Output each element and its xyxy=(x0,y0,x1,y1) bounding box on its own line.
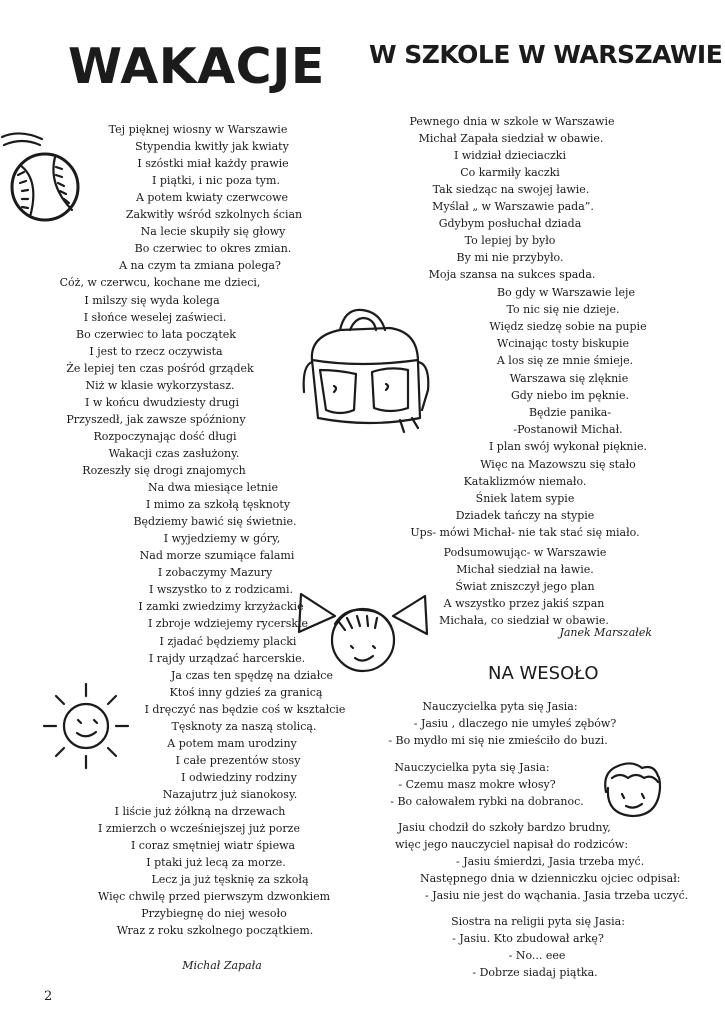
poem-line: Że lepiej ten czas pośród grządek xyxy=(66,361,254,375)
poem-line: Stypendia kwitły jak kwiaty xyxy=(135,140,289,154)
w-szkole-title: W SZKOLE W WARSZAWIE xyxy=(369,40,723,69)
poem-line: Wakacji czas zasłużony. xyxy=(108,446,240,460)
poem-line: Bo gdy w Warszawie leje xyxy=(497,286,635,299)
poem-line: Lecz ja już tęsknię za szkołą xyxy=(151,873,309,887)
poem-line: Dziadek tańczy na stypie xyxy=(455,509,595,523)
poem-line: Nad morze szumiące falami xyxy=(139,549,295,563)
sun-icon xyxy=(40,680,132,772)
poem-line: I słońce weselej zaświeci. xyxy=(83,310,227,324)
baseball-icon xyxy=(0,125,90,225)
poem-line: Rozpoczynając dość długi xyxy=(93,429,237,443)
poem-line: I piątki, i nic poza tym. xyxy=(152,174,280,188)
wakacje-author: Michał Zapała xyxy=(182,959,262,972)
poem-line: A na czym ta zmiana polega? xyxy=(119,259,281,273)
poem-line: Podsumowując- w Warszawie xyxy=(443,546,607,559)
joke-line: - Dobrze siadaj piątka. xyxy=(472,966,598,979)
poem-line: Niż w klasie wykorzystasz. xyxy=(85,378,235,392)
poem-line: Wcinając tosty biskupie xyxy=(496,337,630,351)
poem-line: I wyjedziemy w góry, xyxy=(163,532,281,546)
poem-line: I dręczyć nas będzie coś w kształcie xyxy=(144,702,346,716)
poem-line: I szóstki miał każdy prawie xyxy=(137,157,289,171)
poem-line: I mimo za szkołą tęsknoty xyxy=(145,498,291,512)
poem-line: Przybiegnę do niej wesoło xyxy=(141,907,287,921)
joke-line: - Jasiu. Kto zbudował arkę? xyxy=(452,932,604,945)
poem-line: Gdybym posłuchał dziada xyxy=(438,217,582,231)
backpack-icon xyxy=(300,300,435,440)
poem-line: Michał siedział na ławie. xyxy=(456,563,594,577)
poem-line: I liście już żółkną na drzewach xyxy=(114,805,286,818)
joke-line: Następnego dnia w dzienniczku ojciec odpisał: xyxy=(420,872,681,885)
poem-line: Bo czerwiec to okres zmian. xyxy=(134,242,292,256)
joke-line: - Bo całowałem rybki na dobranoc. xyxy=(390,795,584,808)
poem-line: Bo czerwiec to lata początek xyxy=(76,327,236,341)
joke-line: - Jasiu , dlaczego nie umyłeś zębów? xyxy=(413,717,617,730)
joke-line: - Czemu masz mokre włosy? xyxy=(398,778,556,791)
w-szkole-author: Janek Marszałek xyxy=(559,626,652,639)
poem-line: Co karmiły kaczki xyxy=(460,166,560,180)
poem-line: A los się ze mnie śmieje. xyxy=(496,354,634,368)
poem-line: Więc chwilę przed pierwszym dzwonkiem xyxy=(97,890,331,904)
poem-line: I zobaczymy Mazury xyxy=(157,566,273,580)
poem-line: I ptaki już lecą za morze. xyxy=(146,856,286,870)
poem-line: Będziemy bawić się świetnie. xyxy=(133,515,297,529)
poem-line: I wszystko to z rodzicami. xyxy=(149,583,293,597)
poem-line: I zbroje wdziejemy rycerskie xyxy=(147,617,309,631)
poem-line: Tej pięknej wiosny w Warszawie xyxy=(108,123,288,136)
poem-line: Cóż, w czerwcu, kochane me dzieci, xyxy=(59,276,261,290)
poem-line: Tak siedząc na swojej ławie. xyxy=(432,183,590,197)
poem-line: I zjadać będziemy placki xyxy=(159,634,297,648)
poem-line: Rozeszły się drogi znajomych xyxy=(82,464,246,477)
joke-line: Nauczycielka pyta się Jasia: xyxy=(422,700,578,713)
poem-line: Ups- mówi Michał- nie tak stać się miało. xyxy=(410,526,640,540)
poem-line: Przyszedł, jak zawsze spóźniony xyxy=(66,412,246,426)
poem-line: Gdy niebo im pęknie. xyxy=(510,389,630,403)
poem-line: Myślał „ w Warszawie pada”. xyxy=(432,200,594,213)
joke-line: - Jasiu śmierdzi, Jasia trzeba myć. xyxy=(456,855,645,868)
poem-line: Więdz siedzę sobie na pupie xyxy=(489,320,647,334)
poem-line: Ktoś inny gdzieś za granicą xyxy=(169,685,323,699)
joke-line: - No... eee xyxy=(508,949,566,962)
joke-line: - Jasiu nie jest do wąchania. Jasia trzeba uczyć. xyxy=(425,889,689,902)
poem-line: A potem kwiaty czerwcowe xyxy=(135,191,289,205)
poem-line: -Postanowił Michał. xyxy=(513,423,623,437)
poem-line: A potem mam urodziny xyxy=(167,736,297,750)
poem-line: Na lecie skupiły się głowy xyxy=(140,225,286,239)
poem-line: I całe prezentów stosy xyxy=(175,753,301,767)
poem-line: Michał Zapała siedział w obawie. xyxy=(418,132,604,146)
poem-line: To lepiej by było xyxy=(464,234,556,248)
poem-line: I odwiedziny rodziny xyxy=(181,770,297,784)
joke-line: więc jego nauczyciel napisał do rodziców: xyxy=(395,838,629,851)
poem-line: I jest to rzecz oczywista xyxy=(89,344,223,358)
poem-line: I zmierzch o wcześniejszej już porze xyxy=(98,822,300,836)
poem-line: Kataklizmów niemało. xyxy=(463,475,587,489)
poem-line: Ja czas ten spędzę na działce xyxy=(171,668,333,682)
page-number: 2 xyxy=(44,989,53,1004)
poem-line: Śniek latem sypie xyxy=(475,492,575,506)
poem-line: By mi nie przybyło. xyxy=(456,251,564,265)
poem-line: Zakwitły wśród szkolnych ścian xyxy=(125,208,303,222)
poem-line: Wraz z roku szkolnego początkiem. xyxy=(116,924,314,938)
poem-line: I zamki zwiedzimy krzyżackie xyxy=(138,600,304,614)
poem-line: I plan swój wykonał pięknie. xyxy=(488,440,648,454)
poem-line: Będzie panika- xyxy=(528,406,612,420)
joke-line: - Bo mydło mi się nie zmieściło do buzi. xyxy=(388,734,608,747)
poem-line: A wszystko przez jakiś szpan xyxy=(443,597,605,611)
wakacje-title: WAKACJE xyxy=(68,38,325,95)
joke-line: Nauczycielka pyta się Jasia: xyxy=(394,761,550,774)
poem-line: Moja szansa na sukces spada. xyxy=(428,268,596,282)
poem-line: Nazajutrz już sianokosy. xyxy=(162,787,298,801)
poem-line: To nic się nie dzieje. xyxy=(506,303,620,317)
poem-line: I w końcu dwudziesty drugi xyxy=(85,395,239,409)
boy-face-icon xyxy=(598,758,668,820)
poem-line: I rajdy urządzać harcerskie. xyxy=(148,651,306,665)
poem-line: Tęsknoty za naszą stolicą. xyxy=(171,719,317,733)
girl-face-icon xyxy=(295,588,435,678)
poem-line: Na dwa miesiące letnie xyxy=(147,481,279,495)
na-wesolo-title: NA WESOŁO xyxy=(488,663,599,684)
poem-line: Świat zniszczył jego plan xyxy=(455,580,595,594)
poem-line: Warszawa się zlęknie xyxy=(509,372,629,385)
poem-line: I milszy się wyda kolega xyxy=(84,293,220,307)
joke-line: Jasiu chodził do szkoły bardzo brudny, xyxy=(398,821,611,834)
poem-line: I coraz smętniej wiatr śpiewa xyxy=(130,839,296,853)
poem-line: Michała, co siedział w obawie. xyxy=(439,614,609,628)
joke-line: Siostra na religii pyta się Jasia: xyxy=(451,915,625,928)
poem-line: Pewnego dnia w szkole w Warszawie xyxy=(409,115,615,128)
poem-line: I widział dzieciaczki xyxy=(454,149,566,163)
poem-line: Więc na Mazowszu się stało xyxy=(480,458,636,471)
